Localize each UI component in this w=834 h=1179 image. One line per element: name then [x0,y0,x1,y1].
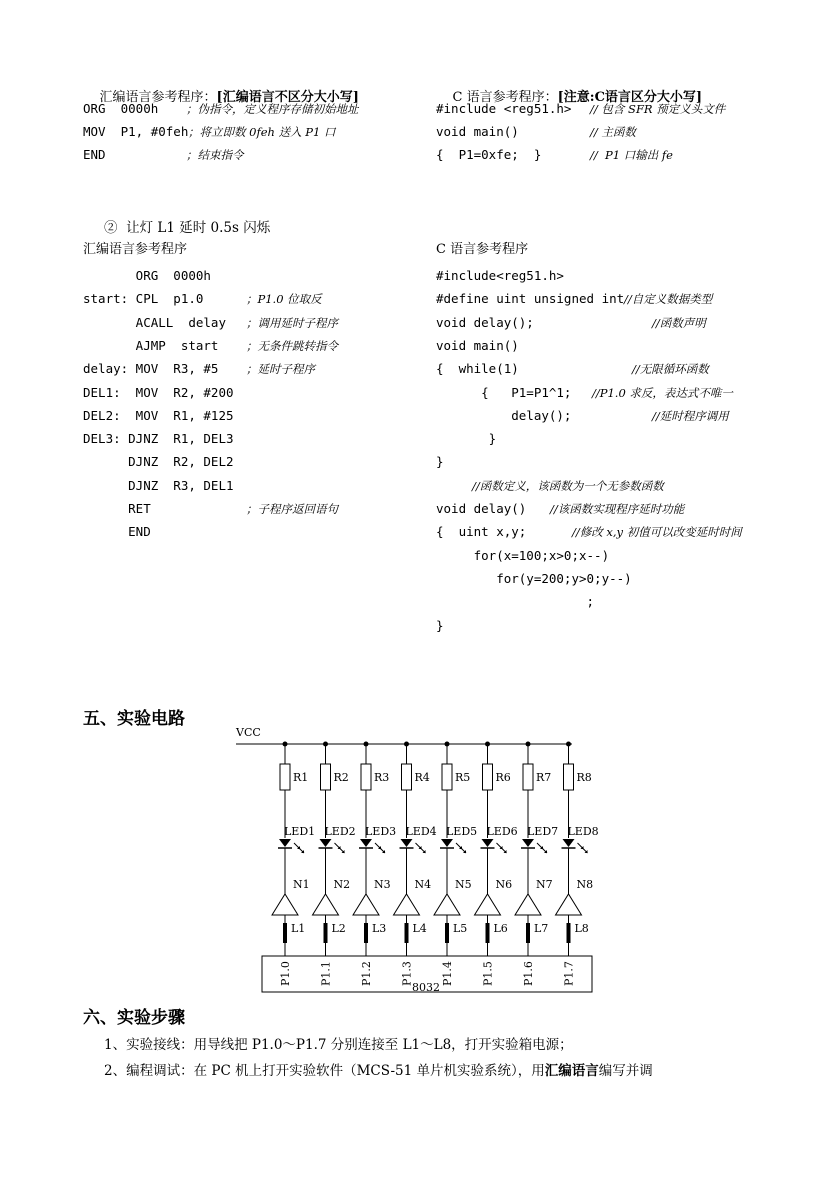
code-comment: ；将立即数 0feh 送入 P1 口 [188,125,336,139]
code-comment: ；调用延时子程序 [246,315,338,330]
jumper-line [486,923,490,943]
jumper-line [405,923,409,943]
asm1-header-note: [汇编语言不区分大小写] [216,90,359,105]
code-line: start: CPL p1.0 [83,291,204,307]
resistor-label: R8 [576,771,592,784]
resistor-label: R1 [293,771,309,784]
led-diode [279,839,291,847]
code-line: DEL3: DJNZ R1, DEL3 [83,431,234,447]
resistor-label: R7 [536,771,552,784]
led-label: LED3 [365,825,397,838]
code-line: END [83,147,106,162]
code-comment: //自定义数据类型 [624,292,713,307]
code-line: #include <reg51.h> [436,101,572,116]
code-line: #define uint unsigned int [436,291,625,307]
pin-label: P1.7 [562,961,576,986]
pin-label: P1.0 [279,961,292,986]
led-label: LED4 [405,825,437,838]
code-comment: //函数定义，该函数为一个无参数函数 [472,478,664,493]
led-label: LED7 [527,825,559,838]
code-line: { P1=0xfe; } [436,147,542,162]
led-diode [522,839,534,847]
code-line: void delay(); [436,314,534,330]
c2-header: C 语言参考程序 [436,242,529,257]
code-comment: //函数声明 [652,315,706,330]
code-line: ; [436,594,595,610]
led-diode [441,839,453,847]
resistor [402,764,412,790]
code-comment: //该函数实现程序延时功能 [550,502,685,516]
led-diode [320,839,332,847]
pin-label: P1.6 [522,961,535,986]
resistor-label: R2 [333,771,349,784]
buffer-triangle [272,894,298,915]
buffer-label: N4 [414,878,432,891]
led-diode [563,839,575,847]
jumper-line [324,923,328,943]
buffer-triangle [434,894,460,915]
code-line: DEL2: MOV R1, #125 [83,407,234,423]
step2-text-c: 编写并调 [598,1063,653,1079]
led-label: LED1 [284,825,316,838]
led-diode [482,839,494,847]
code-line: { while(1) [436,361,519,377]
buffer-triangle [475,894,501,915]
line-label: L2 [331,922,346,935]
jumper-line [567,923,571,943]
code-line: { P1=P1^1; [436,384,572,400]
buffer-triangle [313,894,339,915]
code-comment: ；伪指令，定义程序存储初始地址 [186,102,359,116]
led-label: LED8 [567,825,599,838]
resistor-label: R6 [495,771,511,784]
jumper-line [526,923,530,943]
code-line: MOV P1, #0feh [83,124,189,139]
section6-title: 六、实验步骤 [83,1008,185,1028]
code-line: delay(); [436,407,572,423]
resistor [321,764,331,790]
section5-title: 五、实验电路 [83,709,185,729]
code-comment: ；结束指令 [186,148,244,162]
code-line: DEL1: MOV R2, #200 [83,384,234,400]
code-line: } [436,617,444,633]
led-label: LED6 [486,825,518,838]
line-label: L1 [291,922,306,935]
code-line: DJNZ R3, DEL1 [83,477,234,493]
code-line: ORG 0000h [83,268,211,283]
line-label: L4 [412,922,427,935]
buffer-label: N2 [333,878,351,891]
pin-label: P1.4 [441,961,454,986]
buffer-label: N5 [455,878,472,891]
buffer-label: N6 [495,878,513,891]
resistor-label: R5 [455,771,471,784]
buffer-label: N3 [374,878,391,891]
chip-label: 8032 [412,981,440,994]
buffer-triangle [556,894,582,915]
buffer-label: N8 [576,878,594,891]
resistor-label: R3 [374,771,390,784]
resistor [483,764,493,790]
asm2-header: 汇编语言参考程序 [83,242,188,257]
pin-label: P1.3 [400,961,414,986]
code-line: } [436,431,497,447]
line-label: L8 [574,922,589,935]
code-line: void main() [436,337,519,353]
code-line: DJNZ R2, DEL2 [83,454,234,470]
line-label: L7 [534,922,549,935]
line-label: L6 [493,922,508,935]
code-line: RET [83,501,151,516]
asm1-header-label: 汇编语言参考程序： [99,90,217,105]
code-line: END [83,524,151,540]
buffer-triangle [515,894,541,915]
code-comment: //修改 x,y 初值可以改变延时时间 [572,525,742,540]
jumper-line [283,923,287,943]
code-line: #include<reg51.h> [436,268,564,283]
vcc-label: VCC [236,726,261,739]
code-comment: ；P1.0 位取反 [246,292,322,307]
code-comment: // P1 口输出 fe [590,148,673,162]
resistor [361,764,371,790]
code-line: } [436,454,444,470]
pin-label: P1.5 [481,961,495,986]
buffer-label: N1 [293,878,310,891]
resistor [564,764,574,790]
pin-label: P1.2 [360,961,373,986]
resistor [442,764,452,790]
code-comment: //无限循环函数 [632,362,709,377]
code-comment: //P1.0 求反，表达式不唯一 [592,385,733,400]
code-comment: //延时程序调用 [652,408,729,423]
jumper-line [364,923,368,943]
resistor-label: R4 [414,771,430,784]
step2-text [104,1059,653,1079]
led-label: LED5 [446,825,478,838]
code-comment: ；子程序返回语句 [246,502,338,516]
led-diode [401,839,413,847]
c1-header-note: [注意:C语言区分大小写] [557,90,703,105]
code-line: ACALL delay [83,314,226,330]
code-line: delay: MOV R3, #5 [83,361,219,377]
buffer-triangle [353,894,379,915]
pin-label: P1.1 [319,961,333,986]
task2-heading: ② 让灯 L1 延时 0.5s 闪烁 [104,220,271,236]
step2-text-a: 2、编程调试：在 PC 机上打开实验软件（MCS-51 单片机实验系统），用 [104,1063,545,1079]
line-label: L5 [453,922,468,935]
buffer-label: N7 [536,878,553,891]
code-line: void delay() [436,501,527,516]
led-label: LED2 [324,825,356,838]
resistor [523,764,533,790]
code-comment: // 包含 SFR 预定义头文件 [590,102,726,116]
code-comment: // 主函数 [590,125,636,139]
code-line: void main() [436,124,519,139]
code-line: AJMP start [83,337,219,353]
buffer-triangle [394,894,420,915]
step1-text: 1、实验接线：用导线把 P1.0～P1.7 分别连接至 L1～L8，打开实验箱电源； [104,1037,573,1053]
line-label: L3 [372,922,387,935]
led-diode [360,839,372,847]
code-comment: ；延时子程序 [246,362,315,377]
jumper-line [445,923,449,943]
c1-header-label: C 语言参考程序： [452,90,558,105]
led-circuit-diagram [220,718,620,998]
step2-text-bold: 汇编语言 [544,1063,599,1079]
code-line: for(y=200;y>0;y--) [436,570,632,586]
code-line: ORG 0000h [83,101,159,116]
code-comment: ；无条件跳转指令 [246,338,338,353]
code-line: { uint x,y; [436,524,527,540]
resistor [280,764,290,790]
code-line: for(x=100;x>0;x--) [436,547,610,563]
